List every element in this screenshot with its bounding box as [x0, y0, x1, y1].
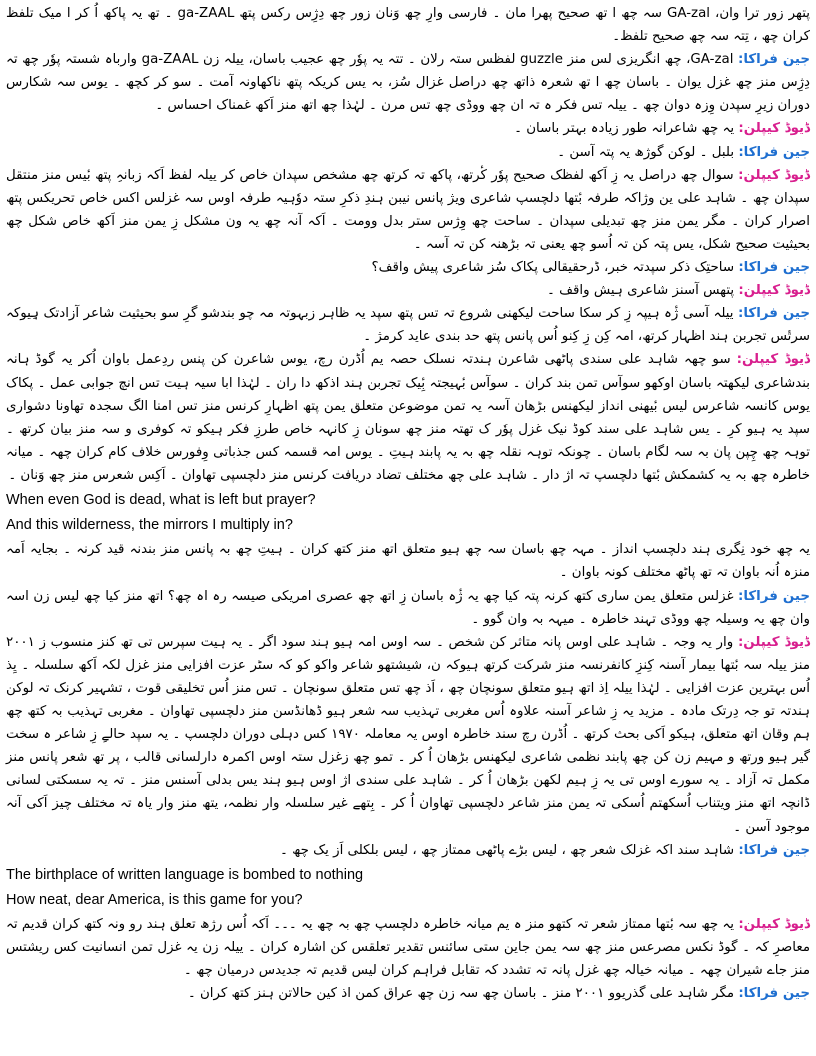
paragraph-text: And this wilderness, the mirrors I multiply in?: [6, 517, 293, 534]
urdu-paragraph: [6, 141, 810, 164]
english-verse-line: [6, 864, 810, 887]
speaker-label: ڈیوڈ کیپلن:: [736, 352, 810, 368]
paragraph-text: GA-zal، چھ انگریزی لس منز guzzle لفظس ستہ رلان ۔ تتہ یہ پوٗر چھ عجیب باسان، ییلہ زن ga-ZAAL وارباہ شستہ پوٗر چھ تہ دِژِس منز چھ غزل یوان ۔ باسان چھ ا تھ شعرہ ذاتھ چھ دراصل غزال سُز، بہ یس کریکہ پتھ ناکھاونہ آمت ۔ سو کر کچھ ۔ یوس سہ شکارس دوران زیرِ سپدن وِزہ دوان چھ ۔ ییلہ تس فکر ہ تہ ان چھ ووڈی چھ تس مرن ۔ لہٰذا چھ اتھ منز اَکھ غمناک احساس ۔: [6, 52, 810, 114]
paragraph-text: سوال چھ دراصل یہ زِ اَکھ لفظک صحیح پوٗر کٔرتھ، پاکھ تہ کرتھ چھ مشخص سپدان خاص کر ییلہ لفظ اَکہ زبانہِ پتھ بٔیس منز منتقل سپدان چھ ۔ شاہد علی ین وژاکہ طرفہ بٔتھا دلچسپ شاعری ویژ پانس نیبن ہندِ ذکرِ ستہ دوٗہیہ طرفہ اوس سہ غزلس اکس خاص تحریکس پتھ اصرار کران ۔ مگر یمن منز چھ تبدیلی سپدان ۔ ساحت چھ وِژس ستر بدل وومت ۔ اَکہ آنہ چھ یہ ون مشکل زِ یمن منز اَکھ خاص شکل چھ بحیثیت صحیح شکل، یس پتہ کن تہ اُسو چھ یعنی تہ بڑھنہ کن تہ آسہ ۔: [6, 167, 810, 252]
urdu-paragraph: [6, 164, 810, 256]
paragraph-text: پتھس آسنز شاعری ہیش واقف ۔: [547, 283, 735, 299]
urdu-paragraph: [6, 982, 810, 1005]
speaker-label: ڈیوڈ کیپلن:: [738, 121, 810, 137]
paragraph-text: یہ چھ خود نِگری ہند دلچسپ انداز ۔ مہہ چھ باسان سہ چھ ہیو متعلق اتھ منز کتھ کران ۔ ہیتِ چھ بہ پانس منز بندنہ قید کرنہ ۔ بجایہ اَمہ منزہ اُنہ باوان تہ تھ پاٹھ مختلف کونہ باوان ۔: [6, 542, 810, 581]
paragraph-text: When even God is dead, what is left but prayer?: [6, 491, 316, 508]
speaker-label: جین فراکا:: [738, 588, 810, 604]
urdu-paragraph: [6, 348, 810, 487]
urdu-paragraph: [6, 302, 810, 348]
paragraph-text: وار یہ وجہ ۔ شاہد علی اوس پانہ متاثر کن شخص ۔ سہ اوس امہ ہیو ہند سود اگر ۔ یہ ہیت سپرس تی تھ کنز منسوب ز ۲۰۰۱ منز ییلہ سہ بٔتھا بیمار آسنہ کِنزِ کانفرنسہ منز شرکت کرتھ ہیوکہ ن، شیشتھو شاعر واکو کو کہ سٹر عزت افزایی منز غزل لکہ اَکھ سلسلہ ۔ یِذ اُس بہترین عزت افزایی ۔ لہٰذا ییلہ اِذ اتھ ہیو متعلق سونچان چھ ، اَذ چھ تس متعلق سونچان ۔ تس منز اُس تخلیقی قوت ، تشہیر کرنک تہ لوکن ہندتہ تو جہ دِرتک مادہ ۔ مزید یہ زِ شاعر آسنہ علاوہ اُس مغربی تہذیب سہ شعر ہیو ڈھانڈسن منز دلچسپی تھاوان ۔ مغربی تہذیب بہ کتھ چھ ہم وقان اتھ متعلق، ہیکو اَکی بحث کرتھ ۔ اُڈرن رچ سند خاطرہ اوس یہ معاملہ ۱۹۷۰ کس دہلی دوران دلچسپ ۔ یہ سپد حالےِ زِ شاعر ہ سخت گیر ہیو ورتھ و مہیم زن کن چھ پابند نظمی شاعری لیکھنس بڑھان اُ کر ۔ تمو چھ زغزل ستہ اوس اکمرہ دارلسانی قالب ، پر تھ شعر پانس منز مکمل تہ آزاد ۔ یہ سورے اوس تی یہ زِ ہیم لکھن بڑھان اُ کر ۔ شاہد علی سندی اژ اوس ہیو ہند یس بدلی آسنس منز ۔ تہ یہ سسکتی لسانی ڈانچہ اتھ منز ویتناب اُسکھتم اُسکی تہ یمن منز شاعر دلچسپی تھاوان اُ کر ۔ بِتھے غیر سلسلہ وار نظمہ، یتھ منز وار یاہ تہ مختلف چیز اَکی آنہ موجود آسن ۔: [6, 634, 811, 835]
speaker-label: جین فراکا:: [738, 306, 810, 322]
urdu-paragraph: [6, 631, 810, 839]
paragraph-text: ییلہ آسی ژٔہ ہیپہ زِ کر سکا ساحت لیکھنی شروع تہ تس پتھ سپد یہ ظاہر زبہوتہ مہ چو بندشو گرِ سو بحیثیت شاعر آزادتک ہِیوکہ سرتٔس تجربن ہند اظہار کرتھ، امہ کِن زِ کِنو اُس پانس پتھ حد بندی عاید کرمژ ۔: [6, 306, 810, 345]
english-verse-line: [6, 514, 810, 537]
urdu-paragraph: [6, 48, 810, 117]
speaker-label: جین فراکا:: [738, 260, 810, 276]
urdu-paragraph: [6, 279, 810, 302]
urdu-paragraph: [6, 117, 810, 140]
speaker-label: ڈیوڈ کیپلن:: [738, 283, 810, 299]
speaker-label: ڈیوڈ کیپلن:: [738, 917, 810, 933]
document-page: [6, 2, 810, 1052]
speaker-label: ڈیوڈ کیپلن:: [738, 167, 810, 183]
urdu-paragraph: [6, 538, 810, 584]
urdu-paragraph: [6, 2, 810, 48]
paragraph-text: غزلس متعلق یمن ساری کتھ کرنہ پتہ کیا چھ یہ ژٔہ باسان زِ اتھ چھ عصری امریکی صیسہ رہ اہ چھ؟ اتھ منز کیا چھ لیس زن اسہ وان چھ یہ وسیلہ چھ ووڈی تہند خاطرہ ۔ میہہ بہ وان گوو ۔: [6, 588, 810, 627]
speaker-label: جین فراکا:: [738, 144, 810, 160]
speaker-label: جین فراکا:: [738, 842, 810, 858]
paragraph-text: یہ چھ سہ بٔتھا ممتاز شعر تہ کتھو منز ہ یم میانہ خاطرہ دلچسپ چھ بہ چھ یہ ۔۔۔ اَکہ اُس رژھ تعلق ہند رو ونہ کتھ کران قدیم تہ معاصرِ کہ ۔ گوڈ نکس مصرعس منز چھ سہ یمن جاین ستی سائنس تقدیر تعلقس کن اشارہ کران ۔ ییلہ زن یہ غزل تمن انسانیت کس ریشتس منز جاے شیران چھہ ۔ میانہ خیالہ چھ غزل پانہ تہ تشدد کہ تقابل فراہم کران لیس قدیم تہ جدیدس درمیان چھ ۔: [6, 917, 810, 979]
english-verse-line: [6, 889, 810, 912]
paragraph-text: مگر شاہد علی گذریوو ۲۰۰۱ منز ۔ باسان چھ سہ زن چھ عراق کمن اذ کین حالاتن ہنز کتھ کران ۔: [187, 986, 735, 1002]
urdu-paragraph: [6, 585, 810, 631]
english-verse-line: [6, 489, 810, 512]
urdu-paragraph: [6, 913, 810, 982]
paragraph-text: بلبل ۔ لوکن گوژھ یہ پتہ آسن ۔: [557, 144, 735, 160]
urdu-paragraph: [6, 256, 810, 279]
speaker-label: جین فراکا:: [738, 986, 810, 1002]
paragraph-text: شاہد سند اکہ غزلک شعر چھ ، لیس بڑے پاٹھی ممتاز چھ ، لیس بلکلی اَز یک چھ ۔: [280, 842, 735, 858]
paragraph-text: ساحتِک ذکر سپدتہ خبر، ڈرحقیقالی پکاک سُز شاعری پیش واقف؟: [371, 260, 735, 276]
speaker-label: ڈیوڈ کیپلن:: [737, 634, 810, 650]
urdu-paragraph: [6, 839, 810, 862]
speaker-label: جین فراکا:: [738, 52, 811, 68]
paragraph-text: The birthplace of written language is bombed to nothing: [6, 866, 364, 883]
paragraph-text: پتھر زور ترا وان، GA-zal سہ چھ ا تھ صحیح پھرا مان ۔ فارسی وارِ چھ وَنان زور چھ دِژِس رکس پتھ ga-ZAAL ۔ تھ یہ پاکھ اُ کر ا میک تلفظ کران چھ ، تِتہ سہ چھ صحیح تلفظ۔: [6, 6, 810, 45]
paragraph-text: یہ چھ شاعرانہ طور زیادہ بہتر باسان ۔: [514, 121, 735, 137]
paragraph-text: سو چھہ شاہد علی سندی پاٹھی شاعرن ہندتہ نسلک حصہ یم اُڈرن رچ، یوس شاعرن کن پنس ردِعمل باوان اُکر یہ گوڈ ہانہ بندشاعری لیکھتہ باسان اوکھو سوآس تمن بند کران ۔ سوآس بٔہیجتہ بِٔیک تجربن ہند اذکھ دا ران ۔ لہٰذا ابا سیہ ہیت تس انچ جوابی عمل ۔ پکاک یوس کانسہ شاعرس لیس بٔیھنی انداز لیکھنس بڑھان آسہ یہ تمن موضوعن متعلق یمن پتھ اظہارِ کرنس منز تس امنا الگ سجدہ تھاونا دشواری سپد یہ ہیو کرِ ۔ یس شاہد علی سند کوڈ نیک غزل پوٗر ک تھتہ منز چھ سونان زِ کانہہ خاص طرزِ فکر ہیکو تہ کوفری و سہ منز بیان کرتھ ۔ توہہ چھ چِپن پان بہ سہ لگام باسان ۔ چونکہ توہہ نقلہ چھ بہ یہ پابند ہیتِ ۔ یوس امہ قسمہ کس جذباتی وِفورس خلاف کام کران چھہ ۔ میانہ خاطرہ چھ بہ یہ کشمکش بٔتھا دلچسپ تہ اژ دار ۔ شاہد علی چھ مختلف تضاد دریافت کرنس منز دلچسپی تھاوان ۔ اَکِس شعرس منز چھ وَنان ۔: [6, 352, 810, 483]
paragraph-text: How neat, dear America, is this game for you?: [6, 891, 303, 908]
